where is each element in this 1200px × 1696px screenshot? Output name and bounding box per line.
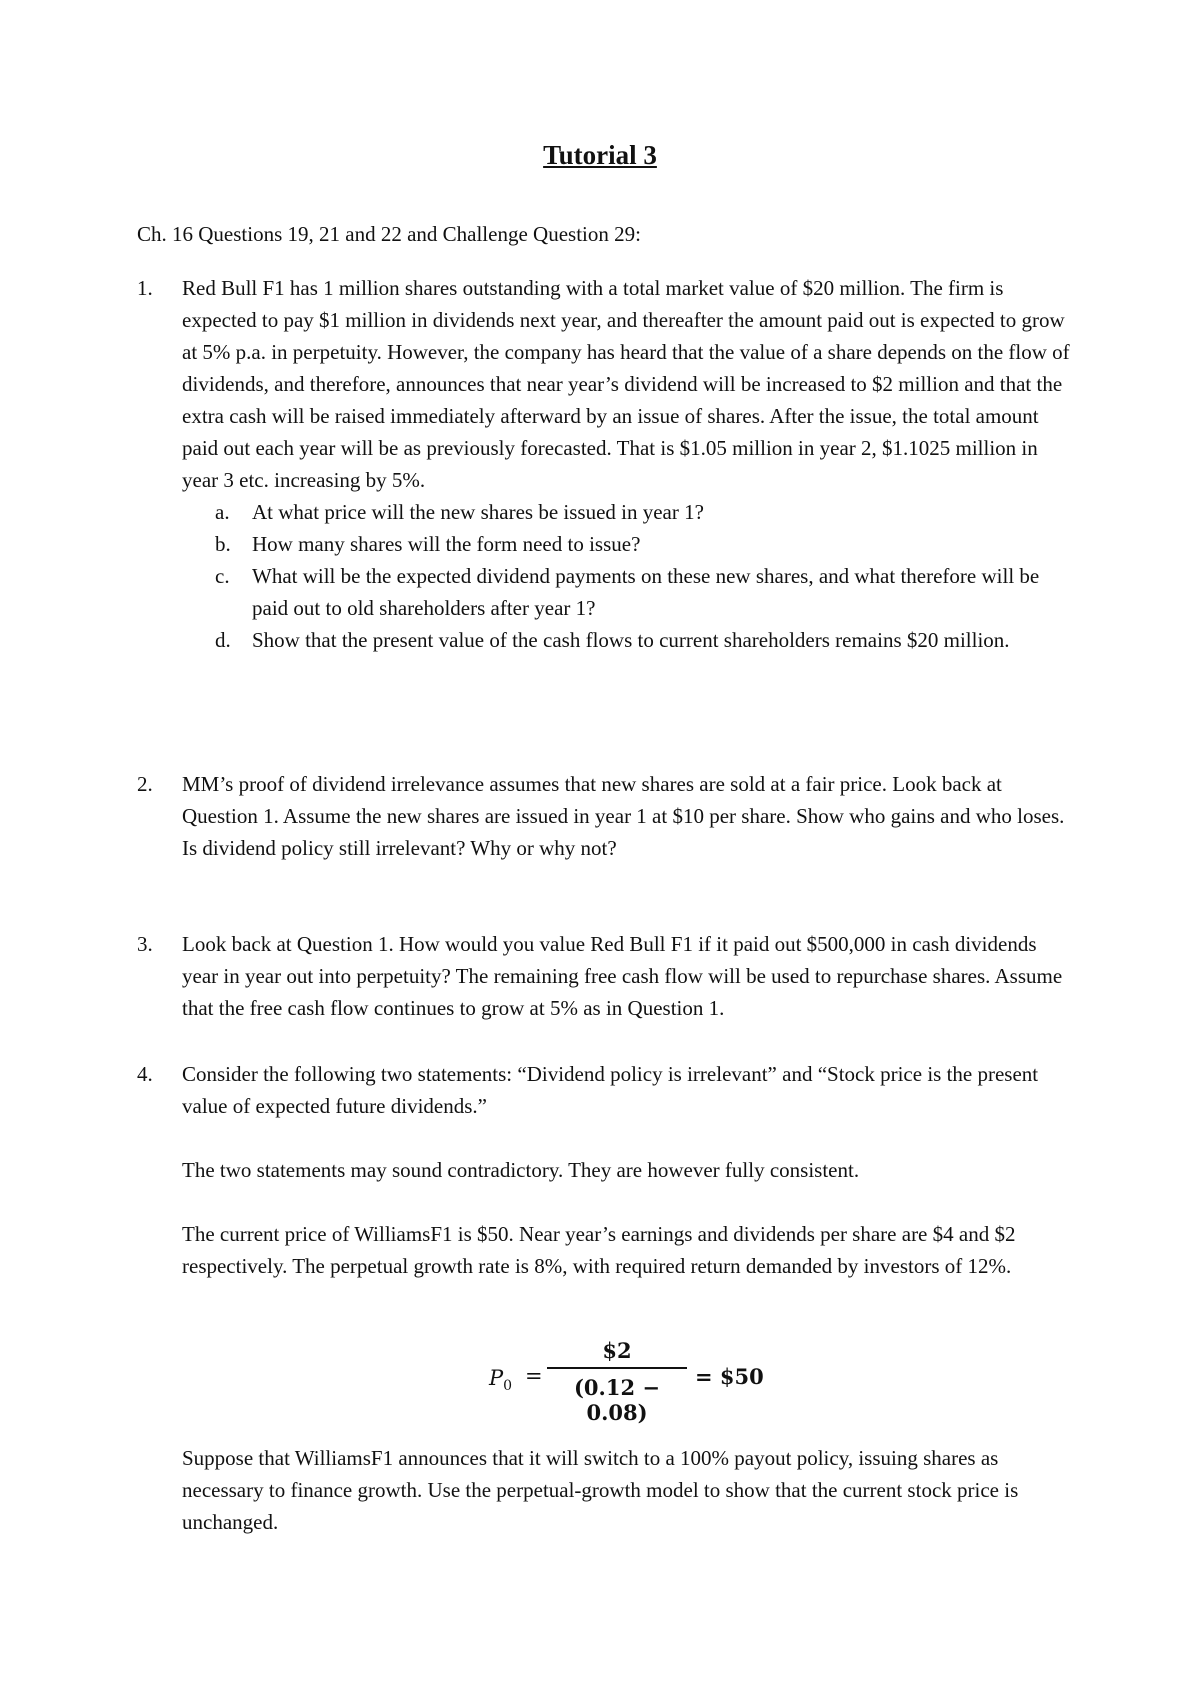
formula-denominator: (0.12 − 0.08) — [574, 1375, 660, 1425]
question-4 — [137, 1058, 1077, 1282]
question-text: Look back at Question 1. How would you value Red Bull F1 if it paid out $500,000 in cash dividends year in year out into perpetuity? The remaining free cash flow will be used to repurchase shares. Assume that the free cash flow continues to grow at 5% as in Question 1. — [182, 932, 1063, 1020]
formula-subscript: 0 — [503, 1378, 513, 1395]
sub-question-letter: b. — [215, 532, 231, 556]
sub-question-a — [182, 496, 1077, 528]
question-paragraph: Consider the following two statements: “Dividend policy is irrelevant” and “Stock price is the present value of expected future dividends.” — [182, 1062, 1039, 1118]
price-formula — [489, 1338, 789, 1425]
formula-lhs — [489, 1366, 512, 1394]
question-paragraph: The two statements may sound contradictory. They are however fully consistent. — [182, 1158, 860, 1182]
formula-result: = $50 — [695, 1364, 764, 1389]
sub-question-text: How many shares will the form need to issue? — [252, 532, 641, 556]
sub-question-text: What will be the expected dividend payments on these new shares, and what therefore will be paid out to old shareholders after year 1? — [252, 564, 1040, 620]
sub-question-b — [182, 528, 1077, 560]
question-2 — [137, 768, 1077, 864]
sub-question-letter: c. — [215, 564, 230, 588]
sub-question-letter: a. — [215, 500, 230, 524]
intro-line: Ch. 16 Questions 19, 21 and 22 and Challenge Question 29: — [137, 222, 641, 246]
sub-question-text: At what price will the new shares be issued in year 1? — [252, 500, 704, 524]
formula-symbol: P — [489, 1366, 504, 1390]
sub-question-c — [182, 560, 1077, 624]
formula-numerator: $2 — [602, 1338, 632, 1363]
fraction-bar — [547, 1367, 687, 1369]
page-title: Tutorial 3 — [543, 140, 657, 170]
question-number: 1. — [137, 276, 153, 300]
sub-question-letter: d. — [215, 628, 231, 652]
question-number: 4. — [137, 1062, 153, 1086]
question-number: 2. — [137, 772, 153, 796]
formula-fraction — [547, 1338, 687, 1425]
question-3 — [137, 928, 1077, 1024]
question-number: 3. — [137, 932, 153, 956]
question-1 — [137, 272, 1077, 656]
sub-question-text: Show that the present value of the cash flows to current shareholders remains $20 million. — [252, 628, 1010, 652]
question-4-conclusion — [137, 1442, 1077, 1538]
question-paragraph: The current price of WilliamsF1 is $50. Near year’s earnings and dividends per share are $4 and $2 respectively. The perpetual growth rate is 8%, with required return demanded by investors of 12%. — [182, 1222, 1016, 1278]
formula-equals: = — [525, 1364, 543, 1388]
question-text: Red Bull F1 has 1 million shares outstanding with a total market value of $20 million. The firm is expected to pay $1 million in dividends next year, and thereafter the amount paid out is expected to grow at 5% p.a. in perpetuity. However, the company has heard that the value of a share depends on the flow of dividends, and therefore, announces that near year’s dividend will be increased to $2 million and that the extra cash will be raised immediately afterward by an issue of shares. After the issue, the total amount paid out each year will be as previously forecasted. That is $1.05 million in year 2, $1.1025 million in year 3 etc. increasing by 5%. — [182, 276, 1070, 492]
sub-question-d — [182, 624, 1077, 656]
question-paragraph: Suppose that WilliamsF1 announces that it will switch to a 100% payout policy, issuing shares as necessary to finance growth. Use the perpetual-growth model to show that the current stock price is unchanged. — [182, 1446, 1019, 1534]
question-text: MM’s proof of dividend irrelevance assumes that new shares are sold at a fair price. Look back at Question 1. Assume the new shares are issued in year 1 at $10 per share. Show who gains and who loses. Is dividend policy still irrelevant? Why or why not? — [182, 772, 1065, 860]
